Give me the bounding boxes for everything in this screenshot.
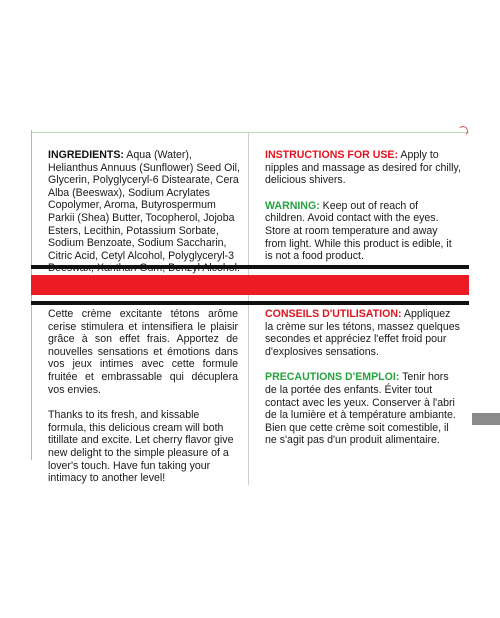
conseils-section	[265, 308, 461, 447]
gray-tab	[472, 413, 500, 425]
stripe-red	[31, 275, 469, 295]
conseils-heading: CONSEILS D'UTILISATION:	[265, 308, 402, 320]
warning-heading: WARNING:	[265, 199, 320, 212]
instructions-text: Apply to nipples and massage as desired for chilly, delicious shivers.	[265, 149, 461, 187]
precautions-text: Tenir hors de la portée des enfants. Éviter tout contact avec les yeux. Conserver à l'abri de la lumière et à température ambiante. Bien que cette crème soit comestible, il ne s'agit pas d'un produit alimentaire.	[265, 371, 456, 447]
conseils-text: Appliquez la crème sur les tétons, massez quelques secondes et appréciez l'effet froid pour d'explosives sensations.	[265, 308, 460, 358]
description-en: Thanks to its fresh, and kissable formula, this delicious cream will both titillate and excite. Let cherry flavor give new delight to the simple pleasure of a lover's touch. Have fun taking your intimacy to another level!	[48, 409, 234, 485]
precautions-heading: PRECAUTIONS D'EMPLOI:	[265, 371, 400, 384]
description-fr: Cette crème excitante tétons arôme cerise stimulera et intensifiera le plaisir grâce à son effet frais. Apportez de nouvelles sensations et émotions dans vos jeux intimes avec cette formule fruitée et embrassable qui décuplera vos envies.	[48, 308, 238, 396]
stripe-black-top	[31, 265, 469, 269]
stripe-band	[31, 265, 469, 305]
ingredients-section	[48, 149, 240, 275]
label-card	[31, 133, 469, 485]
ingredients-text: Aqua (Water), Helianthus Annuus (Sunflower) Seed Oil, Glycerin, Polyglyceryl-6 Distearate, Cera Alba (Beeswax), Sodium Acrylates Copolymer, Aroma, Butyrospermum Parkii (Shea) Butter, Tocopherol, Jojoba Esters, Lecithin, Potassium Sorbate, Sodium Benzoate, Sodium Saccharin, Citric Acid, Cetyl Alcohol, Polyglyceryl-3	[48, 149, 240, 262]
stripe-black-bottom	[31, 301, 469, 305]
warning-text: Keep out of reach of children. Avoid contact with the eyes. Store at room temperature and away from light. While this product is edible, it is not a food product.	[265, 199, 452, 263]
ingredients-heading: INGREDIENTS:	[48, 149, 124, 161]
instructions-section	[265, 149, 461, 263]
instructions-heading: INSTRUCTIONS FOR USE:	[265, 149, 399, 161]
description-section	[48, 308, 238, 485]
column-divider	[248, 133, 249, 485]
